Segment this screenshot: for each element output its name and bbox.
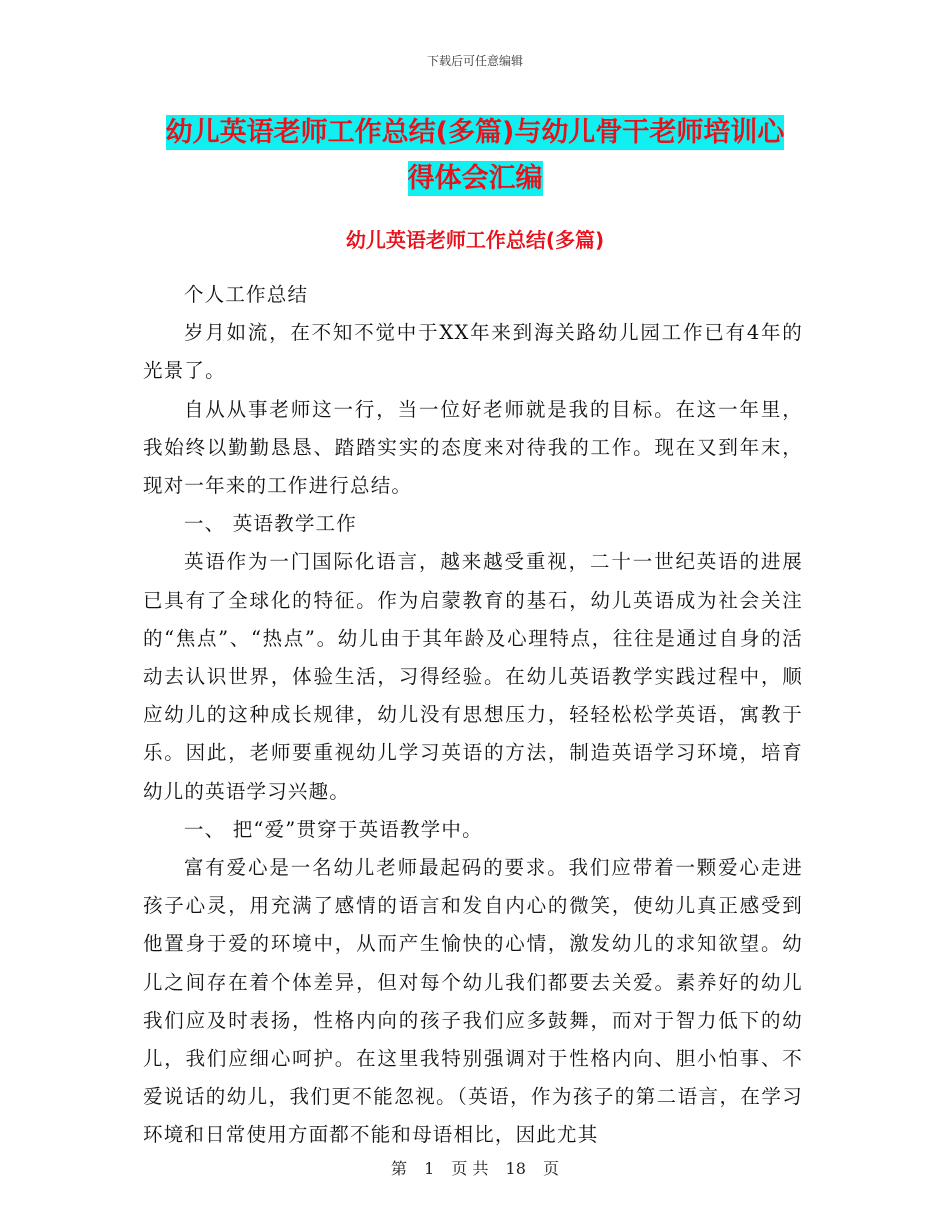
paragraph: 英语作为一门国际化语言，越来越受重视，二十一世纪英语的进展已具有了全球化的特征。作为启蒙教育的基石，幼儿英语成为社会关注的“焦点”、“热点”。幼儿由于其年龄及心理特点，往往是通过自身的活动去认识世界，体验生活，习得经验。在幼儿英语教学实践过程中，顺应幼儿的这种成长规律，幼儿没有思想压力，轻轻松松学英语，寓教于乐。因此，老师要重视幼儿学习英语的方法，制造英语学习环境，培育幼儿的英语学习兴趣。 [143, 550, 803, 803]
document-title [0, 110, 950, 202]
total-pages-number: 18 [505, 1159, 526, 1178]
document-title-line-2: 得体会汇编 [407, 163, 543, 194]
paragraph: 自从从事老师这一行，当一位好老师就是我的目标。在这一年里，我始终以勤勤恳恳、踏踏实实的态度来对待我的工作。现在又到年末，现对一年来的工作进行总结。 [143, 397, 803, 498]
page-footer [0, 1156, 950, 1179]
footer-suffix: 页 [543, 1159, 560, 1178]
paragraph: 一、 英语教学工作 [183, 512, 357, 536]
footer-prefix: 第 [390, 1159, 407, 1178]
paragraph: 个人工作总结 [183, 283, 309, 306]
paragraph: 岁月如流，在不知不觉中于XX年来到海关路幼儿园工作已有4年的光景了。 [143, 321, 803, 383]
section-title: 幼儿英语老师工作总结(多篇) [345, 228, 605, 252]
document-title-line-1: 幼儿英语老师工作总结(多篇)与幼儿骨干老师培训心 [165, 117, 785, 148]
header-note: 下载后可任意编辑 [426, 54, 523, 68]
paragraph: 富有爱心是一名幼儿老师最起码的要求。我们应带着一颗爱心走进孩子心灵，用充满了感情的语言和发自内心的微笑，使幼儿真正感受到他置身于爱的环境中，从而产生愉快的心情，激发幼儿的求知欲望。幼儿之间存在着个体差异，但对每个幼儿我们都要去关爱。素养好的幼儿我们应及时表扬，性格内向的孩子我们应多鼓舞，而对于智力低下的幼儿，我们应细心呵护。在这里我特别强调对于性格内向、胆小怕事、不爱说话的幼儿，我们更不能忽视。（英语，作为孩子的第二语言，在学习环境和日常使用方面都不能和母语相比，因此尤其 [143, 856, 803, 1147]
document-body [143, 276, 803, 1155]
footer-middle: 页 共 [451, 1159, 489, 1178]
paragraph: 一、 把“爱”贯穿于英语教学中。 [183, 817, 483, 841]
current-page-number: 1 [424, 1159, 435, 1178]
